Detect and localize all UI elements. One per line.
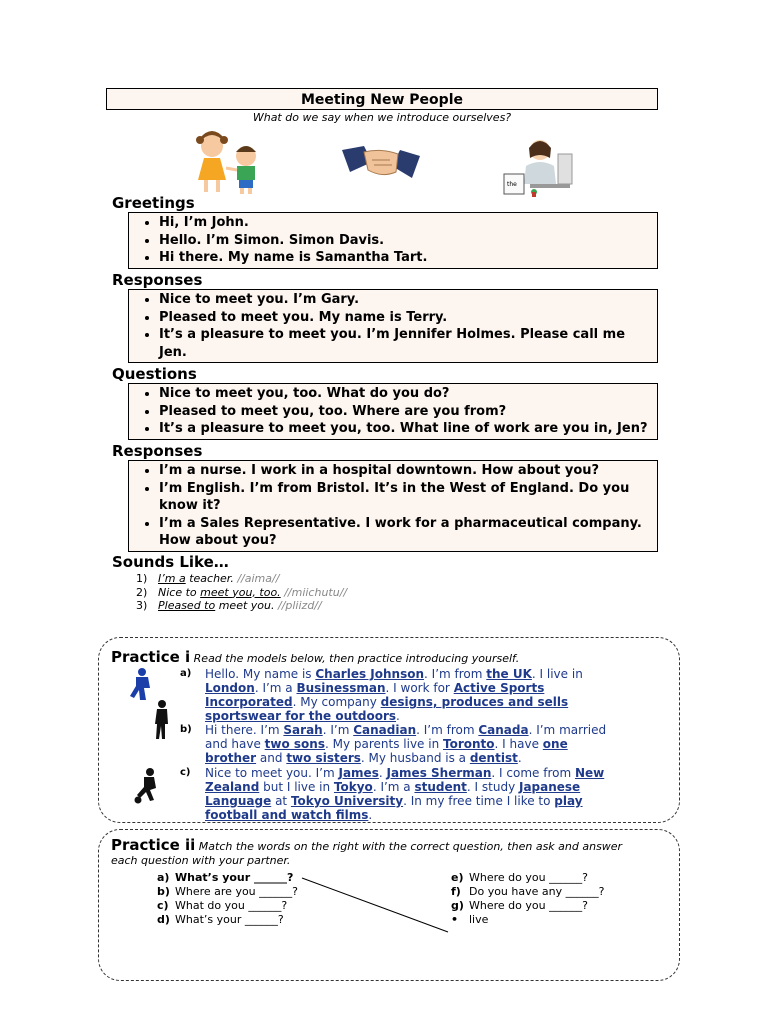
highlighted-phrase: Tokyo [333, 780, 373, 794]
text-span: . My parents live in [324, 737, 444, 751]
match-item: c) What do you ______? [157, 899, 288, 912]
highlighted-phrase: James [338, 766, 379, 780]
text-span: . I have [494, 737, 543, 751]
highlighted-phrase: James Sherman [386, 766, 492, 780]
highlighted-phrase: Sarah [283, 723, 323, 737]
matching-line [300, 870, 460, 936]
text-span: . [368, 808, 373, 822]
highlighted-phrase: Canada [478, 723, 529, 737]
football-player-silhouette-icon [132, 768, 162, 804]
highlighted-phrase: Charles Johnson [315, 667, 425, 681]
list-item: • I’m a nurse. I work in a hospital downtown. How about you? [159, 462, 653, 480]
highlighted-phrase: student [414, 780, 467, 794]
list-item: • It’s a pleasure to meet you, too. What line of work are you in, Jen? [159, 420, 653, 438]
match-left-column [157, 871, 298, 927]
text-span: . I study [466, 780, 519, 794]
standing-person-silhouette-icon [154, 700, 170, 740]
text-span: . My husband is a [360, 751, 470, 765]
text-span: Nice to meet you. I’m [205, 766, 339, 780]
list-item: • It’s a pleasure to meet you. I’m Jennifer Holmes. Please call me Jen. [159, 326, 653, 361]
highlighted-phrase: New Zealand [205, 766, 605, 794]
text-span: . I work for [385, 681, 454, 695]
highlighted-phrase: dentist [469, 751, 518, 765]
responses-box-2 [128, 460, 658, 552]
handshake-illustration [342, 142, 420, 190]
text-span: . I’m a [254, 681, 297, 695]
highlighted-phrase: two sons [264, 737, 325, 751]
greetings-heading: Greetings [112, 194, 195, 212]
responses-heading-2: Responses [112, 442, 203, 460]
practice-2-title: Practice ii [111, 836, 196, 854]
responses-box [128, 289, 658, 363]
highlighted-phrase: designs, produces and sells sportswear for the outdoors [205, 695, 569, 723]
sounds-item: 3) Pleased to meet you. //pliizd// [136, 599, 322, 612]
text-span: . [378, 766, 387, 780]
match-right-column [451, 871, 604, 927]
children-illustration [190, 130, 268, 198]
highlighted-phrase: two sisters [286, 751, 361, 765]
list-item: • Nice to meet you. I’m Gary. [159, 291, 653, 309]
match-item: e) Where do you ______? [451, 871, 588, 884]
highlighted-phrase: Active Sports Incorporated [205, 681, 545, 709]
highlighted-phrase: Toronto [443, 737, 495, 751]
svg-text:the: the [507, 181, 517, 188]
match-item: b) Where are you ______? [157, 885, 298, 898]
text-span: . I’m married and have [205, 723, 607, 751]
match-item: f) Do you have any ______? [451, 885, 605, 898]
highlighted-phrase: Tokyo University [290, 794, 404, 808]
sounds-heading: Sounds Like… [112, 553, 229, 571]
practice-1-header [111, 648, 519, 666]
questions-box [128, 383, 658, 440]
greetings-box [128, 212, 658, 269]
questions-heading: Questions [112, 365, 197, 383]
text-span: . I’m a [372, 780, 415, 794]
text-span: and [256, 751, 287, 765]
highlighted-phrase: the UK [486, 667, 532, 681]
text-span: Hi there. I’m [205, 723, 284, 737]
text-span: . [396, 709, 400, 723]
text-span: . I’m [322, 723, 354, 737]
text-span: . In my free time I like to [403, 794, 555, 808]
model-label: b) [180, 724, 192, 735]
runner-silhouette-icon [128, 668, 154, 702]
practice-2-instruction: Match the words on the right with the correct question, then ask and answer each question with your partner. [111, 840, 623, 867]
practice-1-instruction: Read the models below, then practice introducing yourself. [193, 652, 520, 665]
practice-2-header [111, 838, 651, 868]
list-item: • Pleased to meet you, too. Where are you from? [159, 403, 653, 421]
highlighted-phrase: Japanese Language [205, 780, 581, 808]
list-item: • Nice to meet you, too. What do you do? [159, 385, 653, 403]
list-item: • I’m English. I’m from Bristol. It’s in the West of England. Do you know it? [159, 480, 653, 515]
highlighted-phrase: Canadian [353, 723, 417, 737]
model-b [180, 723, 620, 765]
model-text [205, 667, 620, 723]
page-subtitle: What do we say when we introduce ourselves? [252, 111, 512, 124]
responses-heading: Responses [112, 271, 203, 289]
model-text [205, 766, 620, 822]
text-span: but I live in [259, 780, 334, 794]
list-item: • Pleased to meet you. My name is Terry. [159, 309, 653, 327]
list-item: • Hi, I’m John. [159, 214, 653, 232]
text-span: at [271, 794, 291, 808]
highlighted-phrase: one brother [205, 737, 568, 765]
sounds-item: 2) Nice to meet you, too. //miichutu// [136, 585, 348, 599]
list-item: • Hi there. My name is Samantha Tart. [159, 249, 653, 267]
match-item: d) What’s your ______? [157, 913, 284, 926]
text-span: . I live in [531, 667, 583, 681]
highlighted-phrase: Businessman [296, 681, 386, 695]
text-span: . I come from [491, 766, 575, 780]
model-text [205, 723, 620, 765]
sounds-list [136, 572, 347, 613]
practice-1-title: Practice i [111, 648, 191, 666]
match-item: g) Where do you ______? [451, 899, 588, 912]
model-label: c) [180, 767, 191, 778]
highlighted-phrase: play football and watch films [205, 794, 583, 822]
text-span: Hello. My name is [205, 667, 316, 681]
page-title: Meeting New People [106, 88, 658, 110]
match-item: a) What’s your ______? [157, 871, 294, 884]
model-a [180, 667, 620, 723]
model-c [180, 766, 620, 822]
highlighted-phrase: London [205, 681, 255, 695]
office-worker-illustration [500, 134, 574, 198]
model-label: a) [180, 668, 192, 679]
text-span: . [517, 751, 522, 765]
match-item: • live [451, 913, 489, 926]
text-span: . My company [292, 695, 381, 709]
text-span: . I’m from [424, 667, 487, 681]
list-item: • I’m a Sales Representative. I work for a pharmaceutical company. How about you? [159, 515, 653, 550]
sounds-item: 1) I’m a teacher. //aima// [136, 572, 280, 585]
text-span: . I’m from [416, 723, 479, 737]
list-item: • Hello. I’m Simon. Simon Davis. [159, 232, 653, 250]
